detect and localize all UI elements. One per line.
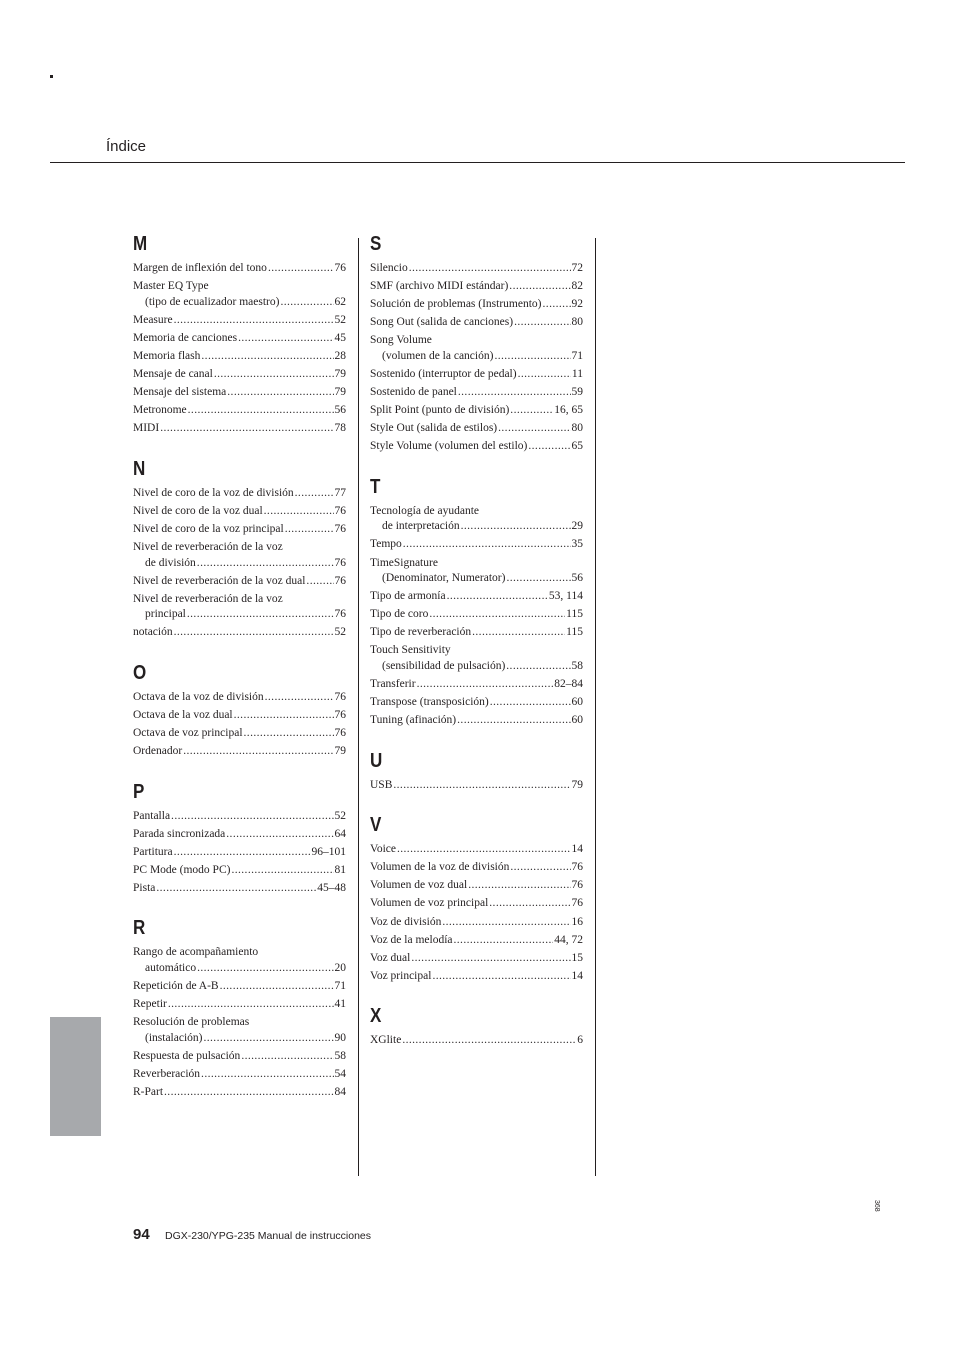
index-entry xyxy=(370,878,583,894)
entry-page: 65 xyxy=(571,440,583,453)
index-entry xyxy=(370,537,583,553)
index-entry xyxy=(133,945,346,976)
entry-term: TimeSignature xyxy=(370,556,438,569)
entry-page: 58 xyxy=(334,1049,346,1062)
index-entry xyxy=(133,1067,346,1083)
section-letter: S xyxy=(370,233,382,255)
dot-leader xyxy=(244,726,334,742)
index-entry xyxy=(133,708,346,724)
entry-page: 76 xyxy=(571,879,583,892)
index-entry xyxy=(133,881,346,897)
dot-leader xyxy=(518,367,571,383)
dot-leader xyxy=(197,961,333,977)
entry-page: 82–84 xyxy=(554,678,583,690)
entry-term: Volumen de voz dual xyxy=(370,879,468,892)
entry-page: 76 xyxy=(571,897,583,910)
dot-leader xyxy=(295,486,334,502)
entry-page: 81 xyxy=(334,863,346,876)
index-entry xyxy=(133,279,346,310)
index-entry xyxy=(370,333,583,364)
dot-leader xyxy=(171,809,333,825)
index-entry xyxy=(133,726,346,742)
entry-term: Silencio xyxy=(370,262,408,274)
entry-page: 6 xyxy=(577,1034,583,1047)
index-column-1 xyxy=(133,232,346,1121)
index-entry xyxy=(370,643,583,674)
dot-leader xyxy=(220,979,334,995)
header-rule xyxy=(50,162,905,163)
index-entry xyxy=(370,403,583,419)
index-entry xyxy=(133,592,346,623)
entry-term: Rango de acompañamiento xyxy=(133,946,259,959)
dot-leader xyxy=(509,279,570,295)
index-entry xyxy=(370,261,583,277)
section-letter: M xyxy=(133,233,148,255)
entry-term-continued: automático xyxy=(145,961,197,974)
entry-term: Octava de la voz de división xyxy=(133,690,264,703)
dot-leader xyxy=(214,367,334,383)
entry-term: Volumen de voz principal xyxy=(370,897,489,910)
entry-term: Resolución de problemas xyxy=(133,1016,250,1029)
entry-page: 11 xyxy=(571,367,583,380)
dot-leader xyxy=(402,1033,576,1049)
entry-page: 76 xyxy=(334,262,346,274)
entry-term: Octava de la voz dual xyxy=(133,708,233,721)
entry-page: 54 xyxy=(334,1067,346,1080)
entry-page: 76 xyxy=(334,727,346,739)
dot-leader xyxy=(528,439,570,455)
entry-term: Partitura xyxy=(133,845,173,858)
entry-page: 60 xyxy=(571,696,583,709)
entry-term: Metronome xyxy=(133,404,187,417)
entry-term: Mensaje de canal xyxy=(133,367,213,380)
entry-term: Style Volume (volumen del estilo) xyxy=(370,440,528,453)
entry-term: Voz de la melodía xyxy=(370,933,453,946)
entry-page: 41 xyxy=(334,998,346,1011)
entry-term: Tipo de armonía xyxy=(370,590,446,603)
dot-leader xyxy=(156,881,316,897)
dot-leader xyxy=(264,504,334,520)
entry-page: 92 xyxy=(571,298,583,311)
entry-page: 79 xyxy=(334,386,346,399)
section-tab xyxy=(50,1017,101,1136)
entry-page: 58 xyxy=(571,659,583,672)
entry-page: 79 xyxy=(571,778,583,791)
index-entry xyxy=(370,279,583,295)
index-entry xyxy=(370,504,583,535)
index-entry xyxy=(370,315,583,331)
dot-leader xyxy=(429,607,565,623)
entry-term: Pantalla xyxy=(133,809,171,822)
dot-leader xyxy=(231,863,333,879)
index-entry xyxy=(370,915,583,931)
index-entry xyxy=(370,695,583,711)
entry-page: 56 xyxy=(334,404,346,417)
dot-leader xyxy=(203,1031,333,1047)
index-entry xyxy=(133,349,346,365)
dot-leader xyxy=(306,574,333,590)
entry-term: Solución de problemas (Instrumento) xyxy=(370,298,542,311)
index-entry xyxy=(370,1033,583,1049)
entry-page: 79 xyxy=(334,367,346,380)
index-section xyxy=(133,457,346,641)
entry-term: Voz de división xyxy=(370,915,442,928)
entry-term-continued: (Denominator, Numerator) xyxy=(382,572,506,585)
entry-page: 28 xyxy=(334,349,346,362)
index-entry xyxy=(370,367,583,383)
entry-page: 72 xyxy=(571,262,583,274)
section-letter: X xyxy=(370,1005,382,1028)
entry-page: 76 xyxy=(334,708,346,721)
dot-leader xyxy=(494,349,570,365)
section-letter: N xyxy=(133,457,146,480)
entry-term-continued: (instalación) xyxy=(145,1031,203,1044)
index-entry xyxy=(370,625,583,641)
dot-leader xyxy=(490,695,571,711)
dot-leader xyxy=(160,421,333,437)
index-entry xyxy=(133,809,346,825)
entry-term: Nivel de coro de la voz dual xyxy=(133,504,263,517)
entry-page: 84 xyxy=(334,1086,346,1099)
entry-page: 76 xyxy=(334,556,346,569)
entry-term: Tecnología de ayudante xyxy=(370,504,480,517)
page-number: 94 xyxy=(133,1226,150,1243)
entry-term: Transpose (transposición) xyxy=(370,696,489,709)
index-entry xyxy=(133,625,346,641)
entry-page: 76 xyxy=(334,522,346,535)
entry-page: 80 xyxy=(571,316,583,329)
index-entry xyxy=(370,589,583,605)
index-entry xyxy=(370,421,583,437)
entry-term: Mensaje del sistema xyxy=(133,386,227,399)
dot-leader xyxy=(506,571,570,587)
entry-term: Voz dual xyxy=(370,951,411,964)
dot-leader xyxy=(174,845,311,861)
entry-page: 53, 114 xyxy=(548,590,583,603)
entry-term: Repetición de A-B xyxy=(133,980,219,993)
index-entry xyxy=(370,385,583,401)
entry-term: Nivel de coro de la voz de división xyxy=(133,486,294,499)
index-entry xyxy=(133,690,346,706)
entry-page: 16 xyxy=(571,915,583,928)
dot-leader xyxy=(285,522,334,538)
entry-page: 76 xyxy=(334,608,346,621)
index-entry xyxy=(133,1049,346,1065)
entry-page: 76 xyxy=(334,574,346,587)
index-entry xyxy=(133,863,346,879)
entry-term: R-Part xyxy=(133,1086,164,1099)
entry-term: notación xyxy=(133,626,173,639)
index-entry xyxy=(370,713,583,729)
entry-page: 90 xyxy=(334,1031,346,1044)
index-entry xyxy=(133,997,346,1013)
index-entry xyxy=(370,896,583,912)
index-entry xyxy=(370,969,583,985)
dot-leader xyxy=(238,331,333,347)
dot-leader xyxy=(454,933,554,949)
dot-leader xyxy=(201,349,333,365)
index-column-2 xyxy=(370,232,583,1069)
index-entry xyxy=(370,607,583,623)
dot-leader xyxy=(241,1049,333,1065)
entry-page: 82 xyxy=(571,280,583,293)
entry-term: Nivel de reverberación de la voz xyxy=(133,592,283,605)
entry-term: Reverberación xyxy=(133,1067,201,1080)
dot-leader xyxy=(265,690,334,706)
entry-term: Parada sincronizada xyxy=(133,827,226,840)
column-rule-2 xyxy=(595,238,596,1176)
index-entry xyxy=(133,486,346,502)
dot-leader xyxy=(403,537,571,553)
index-entry xyxy=(370,933,583,949)
dot-leader xyxy=(543,297,571,313)
dot-leader xyxy=(498,421,570,437)
index-entry xyxy=(370,842,583,858)
corner-mark xyxy=(50,75,53,78)
entry-page: 29 xyxy=(571,520,583,533)
section-letter: P xyxy=(133,780,145,803)
index-entry xyxy=(133,313,346,329)
dot-leader xyxy=(164,1085,333,1101)
dot-leader xyxy=(472,625,565,641)
dot-leader xyxy=(234,708,334,724)
entry-page: 52 xyxy=(334,626,346,639)
index-entry xyxy=(133,421,346,437)
dot-leader xyxy=(468,878,570,894)
dot-leader xyxy=(432,969,570,985)
dot-leader xyxy=(188,403,334,419)
entry-term-continued: (volumen de la canción) xyxy=(382,349,494,362)
index-entry xyxy=(133,504,346,520)
index-entry xyxy=(133,1085,346,1101)
index-section xyxy=(133,916,346,1100)
index-entry xyxy=(133,367,346,383)
section-letter: O xyxy=(133,661,147,684)
index-section xyxy=(133,661,346,760)
entry-page: 76 xyxy=(334,504,346,517)
index-entry xyxy=(133,827,346,843)
entry-term-continued: principal xyxy=(145,608,186,621)
dot-leader xyxy=(514,315,570,331)
entry-page: 45 xyxy=(334,331,346,344)
dot-leader xyxy=(174,313,334,329)
entry-page: 64 xyxy=(334,827,346,840)
print-code: 368 xyxy=(873,1200,880,1212)
dot-leader xyxy=(510,403,553,419)
entry-page: 62 xyxy=(334,295,346,308)
section-letter: V xyxy=(370,814,382,837)
index-entry xyxy=(370,951,583,967)
dot-leader xyxy=(183,744,333,760)
section-letter: R xyxy=(133,917,146,940)
index-section xyxy=(370,813,583,984)
entry-term: Voz principal xyxy=(370,969,432,982)
dot-leader xyxy=(201,1067,333,1083)
index-entry xyxy=(133,261,346,277)
entry-term: Touch Sensitivity xyxy=(370,644,451,657)
entry-term: Memoria flash xyxy=(133,349,201,362)
entry-term: Transferir xyxy=(370,678,416,690)
entry-page: 71 xyxy=(571,349,583,362)
dot-leader xyxy=(187,607,334,623)
entry-page: 35 xyxy=(571,538,583,551)
entry-term: Repetir xyxy=(133,998,167,1011)
entry-term: Measure xyxy=(133,313,173,326)
entry-term-continued: (tipo de ecualizador maestro) xyxy=(145,295,280,308)
dot-leader xyxy=(174,625,334,641)
index-entry xyxy=(370,677,583,693)
section-letter: U xyxy=(370,749,383,772)
entry-page: 20 xyxy=(334,961,346,974)
index-section xyxy=(370,749,583,794)
entry-term: Tipo de coro xyxy=(370,608,429,621)
entry-page: 45–48 xyxy=(317,881,346,894)
dot-leader xyxy=(227,385,333,401)
index-entry xyxy=(133,522,346,538)
entry-page: 52 xyxy=(334,313,346,326)
entry-term: XGlite xyxy=(370,1034,402,1047)
entry-term: Pista xyxy=(133,881,156,894)
index-entry xyxy=(133,403,346,419)
entry-term: USB xyxy=(370,778,393,791)
entry-term-continued: (sensibilidad de pulsación) xyxy=(382,659,506,672)
index-section xyxy=(370,475,583,729)
entry-term: Split Point (punto de división) xyxy=(370,404,510,417)
index-section xyxy=(370,232,583,455)
entry-term: Sostenido de panel xyxy=(370,386,457,399)
dot-leader xyxy=(409,261,571,277)
entry-page: 15 xyxy=(571,951,583,964)
entry-term: Style Out (salida de estilos) xyxy=(370,422,498,435)
index-entry xyxy=(133,331,346,347)
entry-page: 77 xyxy=(334,486,346,499)
entry-page: 76 xyxy=(334,690,346,703)
entry-term: Nivel de reverberación de la voz dual xyxy=(133,574,306,587)
entry-term: PC Mode (modo PC) xyxy=(133,863,231,876)
index-entry xyxy=(133,385,346,401)
entry-page: 60 xyxy=(571,714,583,727)
index-entry xyxy=(370,439,583,455)
entry-term: Sostenido (interruptor de pedal) xyxy=(370,367,517,380)
entry-term: Octava de voz principal xyxy=(133,727,243,739)
index-entry xyxy=(133,1015,346,1046)
manual-title: DGX-230/YPG-235 Manual de instrucciones xyxy=(165,1230,372,1242)
dot-leader xyxy=(268,261,334,277)
entry-term: Master EQ Type xyxy=(133,280,209,293)
entry-page: 52 xyxy=(334,809,346,822)
entry-term: Voice xyxy=(370,843,396,856)
column-rule-1 xyxy=(358,238,359,1176)
entry-term: Song Out (salida de canciones) xyxy=(370,316,514,329)
dot-leader xyxy=(510,860,570,876)
dot-leader xyxy=(197,556,334,572)
index-entry xyxy=(133,744,346,760)
index-section xyxy=(133,232,346,437)
index-entry xyxy=(370,860,583,876)
index-entry xyxy=(370,778,583,794)
entry-term-continued: de interpretación xyxy=(382,520,460,533)
entry-page: 115 xyxy=(566,626,583,639)
entry-page: 14 xyxy=(571,843,583,856)
entry-term: Song Volume xyxy=(370,334,432,347)
dot-leader xyxy=(458,385,571,401)
entry-page: 59 xyxy=(571,386,583,399)
entry-term: Ordenador xyxy=(133,745,183,758)
entry-page: 71 xyxy=(334,980,346,993)
dot-leader xyxy=(393,778,570,794)
entry-page: 44, 72 xyxy=(554,933,583,946)
dot-leader xyxy=(506,659,570,675)
entry-term: MIDI xyxy=(133,422,160,435)
dot-leader xyxy=(442,915,570,931)
entry-term: Nivel de reverberación de la voz xyxy=(133,541,283,554)
entry-page: 56 xyxy=(571,572,583,585)
entry-term: Margen de inflexión del tono xyxy=(133,262,267,274)
index-entry xyxy=(370,297,583,313)
entry-page: 16, 65 xyxy=(554,404,583,417)
index-entry xyxy=(133,540,346,571)
entry-page: 96–101 xyxy=(311,845,346,858)
entry-page: 14 xyxy=(571,969,583,982)
entry-page: 115 xyxy=(566,608,583,621)
index-section xyxy=(133,780,346,897)
dot-leader xyxy=(168,997,334,1013)
entry-term-continued: de división xyxy=(145,556,196,569)
dot-leader xyxy=(457,713,570,729)
entry-term: Volumen de la voz de división xyxy=(370,861,510,874)
entry-term: SMF (archivo MIDI estándar) xyxy=(370,280,509,293)
entry-term: Nivel de coro de la voz principal xyxy=(133,522,284,535)
entry-page: 76 xyxy=(571,861,583,874)
dot-leader xyxy=(417,677,554,693)
dot-leader xyxy=(447,589,548,605)
page-title: Índice xyxy=(106,138,147,155)
entry-page: 79 xyxy=(334,745,346,758)
entry-term: Tuning (afinación) xyxy=(370,714,457,727)
dot-leader xyxy=(226,827,333,843)
entry-page: 80 xyxy=(571,422,583,435)
entry-term: Tipo de reverberación xyxy=(370,626,472,639)
dot-leader xyxy=(280,295,333,311)
dot-leader xyxy=(411,951,570,967)
entry-term: Tempo xyxy=(370,538,402,551)
entry-page: 78 xyxy=(334,422,346,435)
index-entry xyxy=(133,979,346,995)
dot-leader xyxy=(461,519,571,535)
index-section xyxy=(370,1004,583,1049)
index-entry xyxy=(133,574,346,590)
dot-leader xyxy=(489,896,570,912)
entry-term: Respuesta de pulsación xyxy=(133,1049,241,1062)
entry-term: Memoria de canciones xyxy=(133,331,238,344)
dot-leader xyxy=(397,842,571,858)
index-entry xyxy=(370,556,583,587)
section-letter: T xyxy=(370,475,381,498)
index-entry xyxy=(133,845,346,861)
